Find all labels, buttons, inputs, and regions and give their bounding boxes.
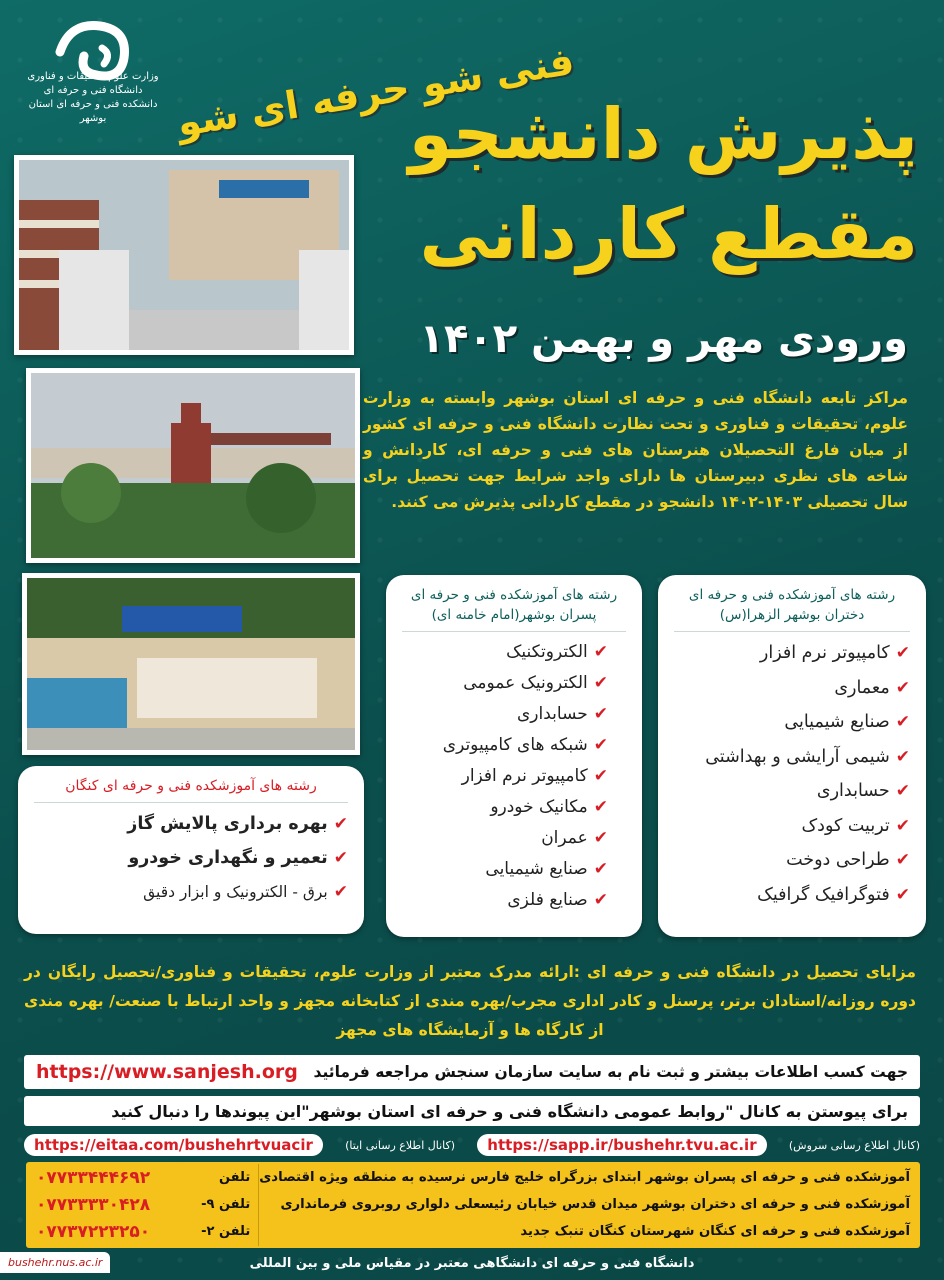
phone-row <box>36 1164 250 1191</box>
campus-photo-gate <box>14 155 354 355</box>
advantages-text: مزایای تحصیل در دانشگاه فنی و حرفه ای :ارائه مدرک معتبر از وزارت علوم، تحقیقات و فناوری/تحصیل رایگان در دوره روزانه/استادان برتر، پرسنل و کادر اداری مجرب/بهره مندی از کتابخانه مجهز و واحد ارتباط با صنعت/ بهره مندی از کارگاه ها و آزمایشگاه های مجهز <box>24 963 916 1039</box>
page-title: پذیرش دانشجو <box>408 93 918 175</box>
eitaa-label: (کانال اطلاع رسانی ایتا) <box>345 1138 456 1152</box>
phone-label: تلفن ۲- <box>201 1224 251 1239</box>
checkmark-icon: ✔ <box>593 827 608 848</box>
sanjesh-text: جهت کسب اطلاعات بیشتر و ثبت نام به سایت سازمان سنجش مراجعه فرمائید <box>313 1063 908 1081</box>
checkmark-icon: ✔ <box>593 796 608 817</box>
program-name: صنایع شیمیایی <box>784 712 890 733</box>
list-item <box>674 705 910 740</box>
checkmark-icon: ✔ <box>333 848 348 868</box>
list-item <box>402 729 626 760</box>
footer-tagline: دانشگاه فنی و حرفه ای دانشگاهی معتبر در مقیاس ملی و بین المللی <box>249 1256 695 1271</box>
ministry-text <box>18 70 168 126</box>
ministry-line: دانشکده فنی و حرفه ای استان بوشهر <box>28 99 158 124</box>
campus-photo-alzahra <box>22 573 360 755</box>
divider <box>34 802 348 803</box>
program-name: کامپیوتر نرم افزار <box>461 765 588 786</box>
checkmark-icon: ✔ <box>593 703 608 724</box>
program-name: صنایع فلزی <box>507 889 588 910</box>
program-name: الکترونیک عمومی <box>463 672 588 693</box>
list-item <box>34 807 348 841</box>
address-line: آموزشکده فنی و حرفه ای دختران بوشهر میدان قدس خیابان رئیسعلی دلواری روبروی فرمانداری <box>280 1197 910 1212</box>
list-item <box>402 636 626 667</box>
list-item <box>674 774 910 809</box>
list-item <box>402 698 626 729</box>
slogan: فنی شو حرفه ای شو <box>174 38 577 146</box>
sanjesh-bar <box>24 1055 920 1089</box>
checkmark-icon: ✔ <box>895 815 910 836</box>
program-name: شیمی آرایشی و بهداشتی <box>705 746 890 767</box>
list-item <box>674 843 910 878</box>
program-name: برق - الکترونیک و ابزار دقیق <box>143 883 328 901</box>
divider <box>402 631 626 632</box>
checkmark-icon: ✔ <box>895 781 910 802</box>
phone-label: تلفن <box>218 1170 251 1185</box>
list-item <box>402 884 626 915</box>
list-item <box>674 809 910 844</box>
programs-girls-card <box>658 575 926 937</box>
sanjesh-link[interactable]: https://www.sanjesh.org <box>36 1061 298 1083</box>
programs-kangan-list <box>18 807 364 909</box>
list-item <box>402 791 626 822</box>
channel-bar <box>24 1096 920 1126</box>
contact-box <box>26 1162 920 1248</box>
checkmark-icon: ✔ <box>333 814 348 834</box>
checkmark-icon: ✔ <box>593 734 608 755</box>
program-name: مکانیک خودرو <box>490 796 588 817</box>
channel-links <box>24 1133 920 1157</box>
intro-paragraph: مراکز تابعه دانشگاه فنی و حرفه ای استان بوشهر وابسته به وزارت علوم، تحقیقات و فناوری و تحت نظارت دانشگاه فنی و حرفه ای کشور از میان فارغ التحصیلان هنرستان های فنی و حرفه ای، کاردانش و شاخه های نظری دبیرستان ها دارای واجد شرایط جهت تحصیل برای سال تحصیلی ۱۴۰۳-۱۴۰۲ دانشجو در مقطع کاردانی پذیرش می کنند. <box>363 389 908 511</box>
address-line: آموزشکده فنی و حرفه ای کنگان شهرستان کنگان تنبک جدید <box>520 1224 910 1239</box>
phone-label: تلفن ۹- <box>201 1197 251 1212</box>
list-item <box>402 760 626 791</box>
ministry-line: دانشگاه فنی و حرفه ای <box>43 85 143 96</box>
programs-kangan-title: رشته های آموزشکده فنی و حرفه ای کنگان <box>65 778 317 794</box>
phone-number: ۰۷۷۳۳۴۴۴۶۹۲ <box>36 1167 151 1188</box>
program-name: الکتروتکنیک <box>506 641 588 662</box>
programs-girls-title-line1: رشته های آموزشکده فنی و حرفه ای <box>688 587 896 603</box>
list-item <box>674 878 910 913</box>
list-item <box>402 822 626 853</box>
program-name: فتوگرافیک گرافیک <box>757 884 890 905</box>
list-item <box>34 875 348 909</box>
programs-boys-card <box>386 575 642 937</box>
checkmark-icon: ✔ <box>593 889 608 910</box>
address-line: آموزشکده فنی و حرفه ای پسران بوشهر ابتدای بزرگراه خلیج فارس نرسیده به منطقه ویژه اقتصادی <box>259 1170 910 1185</box>
checkmark-icon: ✔ <box>895 643 910 664</box>
checkmark-icon: ✔ <box>895 746 910 767</box>
program-name: حسابداری <box>517 703 588 724</box>
programs-boys-title-line2: پسران بوشهر(امام خامنه ای) <box>431 607 597 623</box>
list-item <box>674 671 910 706</box>
program-name: عمران <box>541 827 588 848</box>
eitaa-link[interactable]: https://eitaa.com/bushehrtvuacir <box>24 1134 323 1156</box>
soroush-link[interactable]: https://sapp.ir/bushehr.tvu.ac.ir <box>477 1134 766 1156</box>
checkmark-icon: ✔ <box>333 882 348 902</box>
programs-boys-title-line1: رشته های آموزشکده فنی و حرفه ای <box>410 587 618 603</box>
program-name: شبکه های کامپیوتری <box>442 734 588 755</box>
checkmark-icon: ✔ <box>895 712 910 733</box>
program-name: تربیت کودک <box>801 815 890 836</box>
admission-period: ورودی مهر و بهمن ۱۴۰۲ <box>419 316 908 362</box>
phone-row <box>36 1191 250 1218</box>
watermark: bushehr.nus.ac.ir <box>0 1252 110 1273</box>
program-name: صنایع شیمیایی <box>485 858 588 879</box>
program-name: کامپیوتر نرم افزار <box>759 643 890 664</box>
checkmark-icon: ✔ <box>895 677 910 698</box>
list-item <box>402 853 626 884</box>
list-item <box>34 841 348 875</box>
programs-girls-list <box>658 636 926 912</box>
program-name: حسابداری <box>816 781 890 802</box>
soroush-label: (کانال اطلاع رسانی سروش) <box>788 1138 920 1152</box>
ministry-line: وزارت علوم، تحقیقات و فناوری <box>27 71 159 82</box>
checkmark-icon: ✔ <box>593 672 608 693</box>
list-item <box>402 667 626 698</box>
checkmark-icon: ✔ <box>895 850 910 871</box>
programs-girls-title-line2: دختران بوشهر الزهرا(س) <box>719 607 865 623</box>
checkmark-icon: ✔ <box>895 884 910 905</box>
program-name: طراحی دوخت <box>786 850 890 871</box>
checkmark-icon: ✔ <box>593 858 608 879</box>
phone-row <box>36 1218 250 1245</box>
phone-number: ۰۷۷۳۷۲۲۳۲۵۰ <box>36 1221 151 1242</box>
program-name: بهره برداری پالایش گاز <box>127 814 328 834</box>
program-name: تعمیر و نگهداری خودرو <box>128 848 328 868</box>
channel-text: برای پیوستن به کانال "روابط عمومی دانشگاه فنی و حرفه ای استان بوشهر"این پیوندها را دنبال کنید <box>111 1101 908 1121</box>
programs-boys-list <box>386 636 642 915</box>
list-item <box>674 740 910 775</box>
campus-photo-entrance <box>26 368 360 563</box>
addresses <box>259 1164 910 1246</box>
checkmark-icon: ✔ <box>593 641 608 662</box>
checkmark-icon: ✔ <box>593 765 608 786</box>
list-item <box>674 636 910 671</box>
programs-kangan-card <box>18 766 364 934</box>
programs-girls-title <box>658 575 926 625</box>
phone-numbers <box>36 1164 259 1246</box>
page-title-line2: مقطع کاردانی <box>419 193 918 275</box>
programs-boys-title <box>386 575 642 625</box>
divider <box>674 631 910 632</box>
phone-number: ۰۷۷۳۳۳۳۰۴۲۸ <box>36 1194 151 1215</box>
program-name: معماری <box>834 677 890 698</box>
